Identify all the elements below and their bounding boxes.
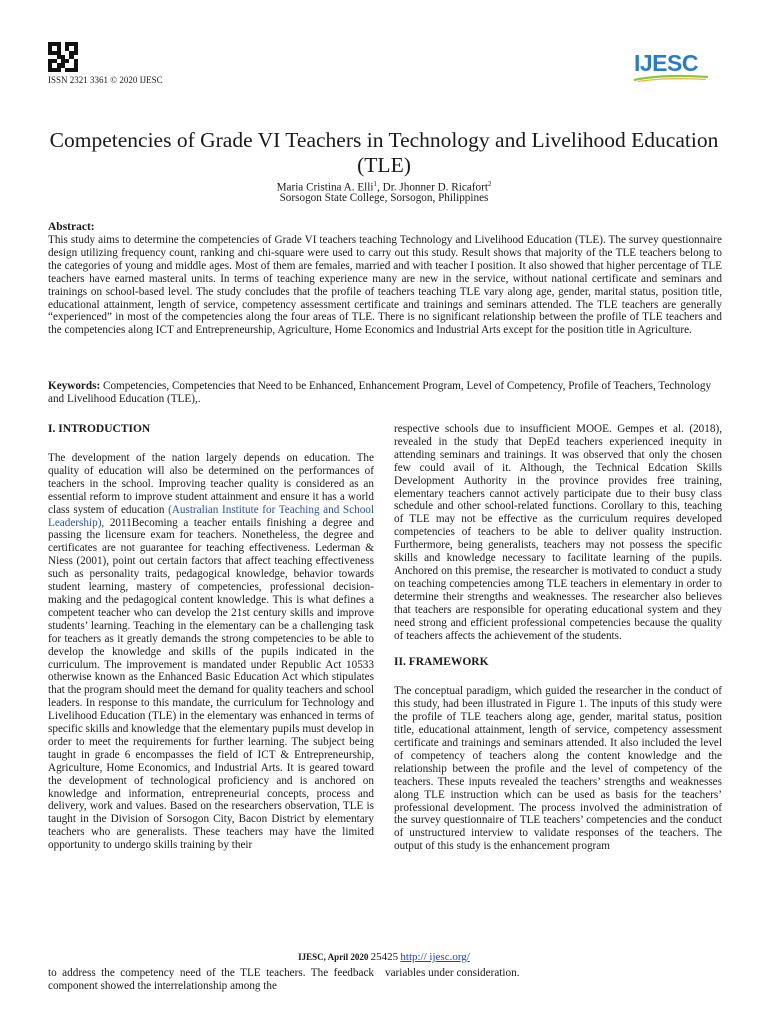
author-1: Maria Cristina A. Elli bbox=[276, 181, 374, 194]
keywords-text: Competencies, Competencies that Need to be Enhanced, Enhancement Program, Level of Competency, Profile of Teachers, Technology and Livelihood Education (TLE),. bbox=[48, 380, 712, 405]
footer-journal: IJESC, April 2020 bbox=[298, 952, 369, 962]
page-footer bbox=[0, 951, 768, 963]
logo-swoosh-icon bbox=[632, 74, 710, 82]
introduction-heading: I. INTRODUCTION bbox=[48, 423, 151, 435]
footer-page-number: 25425 bbox=[370, 951, 399, 963]
author-1-affil: 1 bbox=[373, 180, 378, 188]
abstract-heading: Abstract: bbox=[48, 221, 95, 233]
author-2: , Dr. Jhonner D. Ricafort bbox=[377, 181, 488, 194]
introduction-paragraph bbox=[48, 452, 374, 852]
keywords-label: Keywords: bbox=[48, 380, 101, 392]
intro-text-a: The development of the nation largely depends on education. The quality of education will also be determined on the performances of teachers in the school. Improving teacher quality is considered as an essential reform to improve student attainment and ensure it has a world class system of education bbox=[48, 452, 374, 516]
ijesc-logo bbox=[632, 50, 712, 84]
issn-line: ISSN 2321 3361 © 2020 IJESC bbox=[48, 75, 163, 85]
left-column bbox=[48, 423, 374, 852]
introduction-continued: respective schools due to insufficient MOOE. Gempes et al. (2018), revealed in the study that DepEd teachers experienced inequity in attending seminars and trainings. It was observed that only the chosen few could avail of it. Although, the Technical Edcation Skills Development Authority in the province provides free training, elementary teachers cannot actively participate due to their busy class schedule and other school-related functions. Corollary to this, teaching of TLE may not be effective as the curriculum requires developed competencies of teachers to be able to deliver quality instruction. Furthermore, being generalists, teachers may not possess the specific skills and knowledge necessary to facilitate learning of the pupils. Anchored on this premise, the researcher is motivated to conduct a study on teaching competencies among TLE teachers in elementary in order to determine their strengths and weaknesses. The researcher also believes that teachers are responsible for operating educational system and they need strong and efficient professional competencies because the quality of teachers affects the achievement of the students. bbox=[394, 423, 722, 642]
footer-spill-left: to address the competency need of the TLE teachers. The feedback component showed the interrelationship among the bbox=[48, 967, 374, 992]
right-column bbox=[394, 423, 722, 853]
framework-heading: II. FRAMEWORK bbox=[394, 656, 489, 669]
keywords bbox=[48, 380, 722, 406]
footer-url-link[interactable]: http:// ijesc.org/ bbox=[400, 951, 470, 963]
logo-text: IJESC bbox=[634, 50, 698, 76]
framework-paragraph: The conceptual paradigm, which guided the researcher in the conduct of this study, had been illustrated in Figure 1. The inputs of this study were the profile of TLE teachers along age, gender, marital status, position title, educational attainment, length of service, competency assessment certificate and trainings and seminars attended. It also included the level of competency of teachers along the content knowledge and the relationship between the profile and the level of competency of the teachers. These inputs revealed the teachers’ strengths and weaknesses along TLE instruction which can be used as basis for the teachers’ professional development. The process involved the administration of the survey questionnaire of TLE teachers’ competencies and the conduct of unstructured interview to validate responses of the teachers. The output of this study is the enhancement program bbox=[394, 685, 722, 853]
affiliation: Sorsogon State College, Sorsogon, Philippines bbox=[279, 192, 489, 204]
abstract-text: This study aims to determine the competencies of Grade VI teachers teaching Technology and Livelihood Education (TLE). The survey questionnaire design utilizing frequency count, ranking and chi-square were used to carry out this study. Result shows that majority of the TLE teachers belong to the categories of young and middle ages. Most of them are females, married and with teacher I position. It also showed that higher percentage of TLE teachers have earned masteral units. In terms of teaching experience many are new in the service, without national certificate and seminars and trainings on school-based level. The study concludes that the profile of teachers teaching TLE vary along age, gender, marital status, position title, educational attainment, length of service, competency assessment certificate and trainings and seminars attended. The TLE teachers are generally “experienced” in most of the competencies along the four areas of TLE. There is no significant relationship between the profile of TLE teachers and the competencies along ICT and Entrepreneurship, Agriculture, Home Economics and Industrial Arts except for the position title in Agriculture. bbox=[48, 234, 722, 337]
qr-code-icon bbox=[48, 42, 78, 72]
footer-spill-right: variables under consideration. bbox=[385, 967, 520, 979]
paper-title: Competencies of Grade VI Teachers in Technology and Livelihood Education (TLE) bbox=[49, 128, 719, 177]
author-2-affil: 2 bbox=[487, 180, 492, 188]
intro-text-b: 2011Becoming a teacher entails finishing a degree and passing the licensure exam for teachers. Nonetheless, the degree and certificates are not guarantee for teaching effectiveness. Lederman & Niess (2001), point out certain factors that affect teaching effectiveness such as personality traits, pedagogical knowledge, behavior towards student learning, mastery of competencies, professional decision-making and the pedagogical content knowledge. This is what defines a competent teacher who can develop the 21st century skills and improve students’ learning. Teaching in the elementary can be a challenging task for teachers as it greatly demands the strong competencies to be able to develop the knowledge and skills of the pupils indicated in the curriculum. The improvement is mandated under Republic Act 10533 otherwise known as the Enhanced Basic Education Act which stipulates that the program should meet the demand for quality teachers and school leaders. In response to this mandate, the curriculum for Technology and Livelihood Education (TLE) in the elementary was enhanced in terms of specific skills and knowledge that the elementary pupils must develop in order to meet the requirements for further learning. The subject being taught in grade 6 encompasses the field of ICT & Entrepreneurship, Agriculture, Home Economics, and Industrial Arts. It is geared toward the development of technological proficiency and is anchored on knowledge and information, entrepreneurial concepts, process and delivery, work and values. Based on the researchers observation, TLE is taught in the Division of Sorsogon City, Bacon District by elementary teachers who are generalists. These teachers may have the limited opportunity to undergo skills training by their bbox=[48, 516, 374, 852]
intro-citation: (Australian Institute for Teaching and School Leadership), bbox=[48, 503, 374, 529]
